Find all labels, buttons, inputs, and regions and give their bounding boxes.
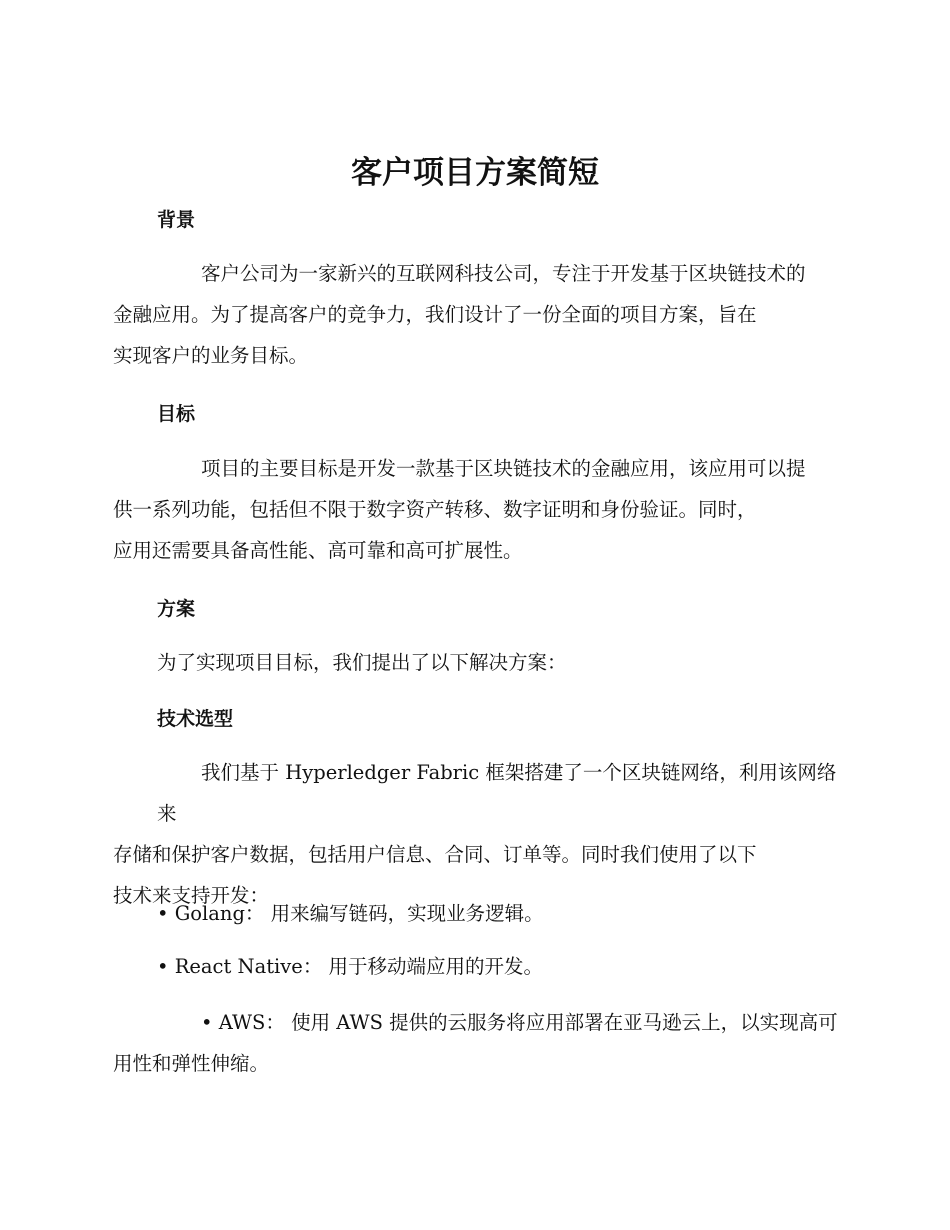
paragraph-line: 用性和弹性伸缩。 bbox=[113, 1052, 270, 1075]
paragraph-line: 存储和保护客户数据，包括用户信息、合同、订单等。同时我们使用了以下 bbox=[113, 843, 757, 866]
bullet-golang: • Golang： 用来编写链码，实现业务逻辑。 bbox=[157, 902, 544, 925]
section-heading-goal: 目标 bbox=[157, 403, 196, 425]
paragraph-line: • AWS： 使用 AWS 提供的云服务将应用部署在亚马逊云上，以实现高可 bbox=[201, 1011, 838, 1034]
bullet-react-native: • React Native： 用于移动端应用的开发。 bbox=[157, 955, 544, 978]
paragraph-line: 客户公司为一家新兴的互联网科技公司，专注于开发基于区块链技术的 bbox=[201, 262, 806, 285]
section-heading-background: 背景 bbox=[157, 209, 196, 231]
paragraph-line: 实现客户的业务目标。 bbox=[113, 344, 309, 367]
paragraph-line: 我们基于 Hyperledger Fabric 框架搭建了一个区块链网络，利用该网络来 bbox=[157, 761, 837, 825]
bullet-aws bbox=[113, 1002, 853, 1084]
paragraph-line: 应用还需要具备高性能、高可靠和高可扩展性。 bbox=[113, 539, 523, 562]
paragraph-goal bbox=[113, 448, 853, 571]
document-title: 客户项目方案简短 bbox=[351, 155, 599, 191]
section-heading-plan: 方案 bbox=[157, 598, 196, 620]
paragraph-tech bbox=[113, 752, 853, 916]
paragraph-background bbox=[113, 253, 853, 376]
paragraph-line: 金融应用。为了提高客户的竞争力，我们设计了一份全面的项目方案，旨在 bbox=[113, 303, 757, 326]
plan-intro: 为了实现项目目标，我们提出了以下解决方案： bbox=[157, 651, 567, 674]
paragraph-line: 项目的主要目标是开发一款基于区块链技术的金融应用，该应用可以提 bbox=[201, 457, 806, 480]
section-heading-tech: 技术选型 bbox=[157, 708, 234, 730]
paragraph-line: 供一系列功能，包括但不限于数字资产转移、数字证明和身份验证。同时， bbox=[113, 498, 757, 521]
paragraph-line: 技术来支持开发： bbox=[113, 884, 270, 907]
